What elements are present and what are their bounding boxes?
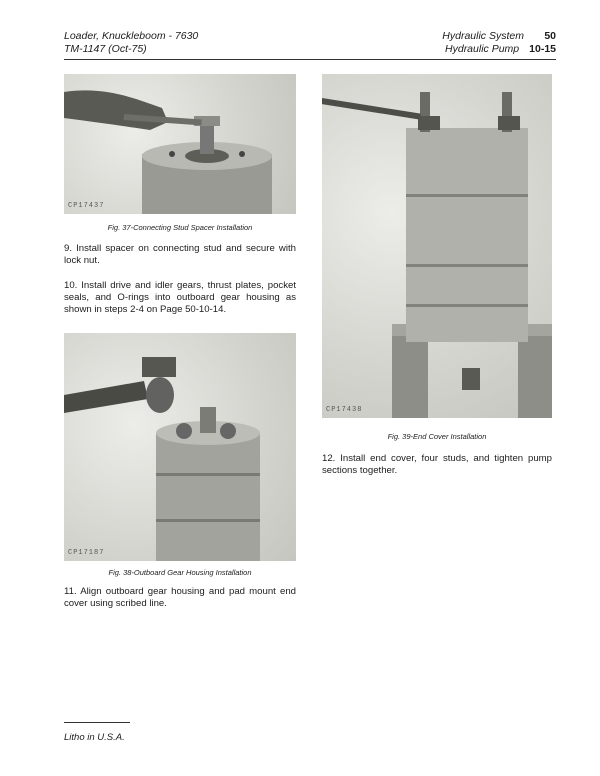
subsection-title: Hydraulic Pump: [445, 43, 520, 55]
footer-text: Litho in U.S.A.: [64, 732, 125, 743]
figure-37-photo: [64, 74, 296, 214]
header-right: [442, 30, 556, 56]
figure-38-caption: Fig. 38-Outboard Gear Housing Installation: [108, 568, 252, 577]
subsection-number: 10-15: [529, 43, 556, 55]
header-left: [64, 30, 198, 56]
step-9: 9. Install spacer on connecting stud and secure with lock nut.: [64, 243, 296, 266]
step-12: 12. Install end cover, four studs, and tighten pump sections together.: [322, 453, 552, 476]
footer-rule: [64, 722, 130, 723]
step-10: 10. Install drive and idler gears, thrust plates, pocket seals, and O-rings into outboard gear housing as shown in steps 2-4 on Page 50-10-14.: [64, 280, 296, 315]
figure-37-caption: Fig. 37-Connecting Stud Spacer Installation: [107, 223, 253, 232]
figure-39-code: CP17438: [326, 406, 363, 414]
figure-39-photo: [322, 74, 552, 418]
figure-38-photo: [64, 333, 296, 561]
manual-number: TM-1147 (Oct-75): [64, 43, 147, 55]
step-11: 11. Align outboard gear housing and pad mount end cover using scribed line.: [64, 586, 296, 609]
figure-39-caption: Fig. 39-End Cover Installation: [387, 432, 487, 441]
section-title: Hydraulic System: [442, 30, 524, 42]
header-rule: [64, 59, 556, 60]
figure-38-code: CP17187: [68, 549, 105, 557]
figure-37-code: CP17437: [68, 202, 105, 210]
document-title: Loader, Knuckleboom - 7630: [64, 30, 199, 42]
section-number: 50: [544, 30, 556, 42]
